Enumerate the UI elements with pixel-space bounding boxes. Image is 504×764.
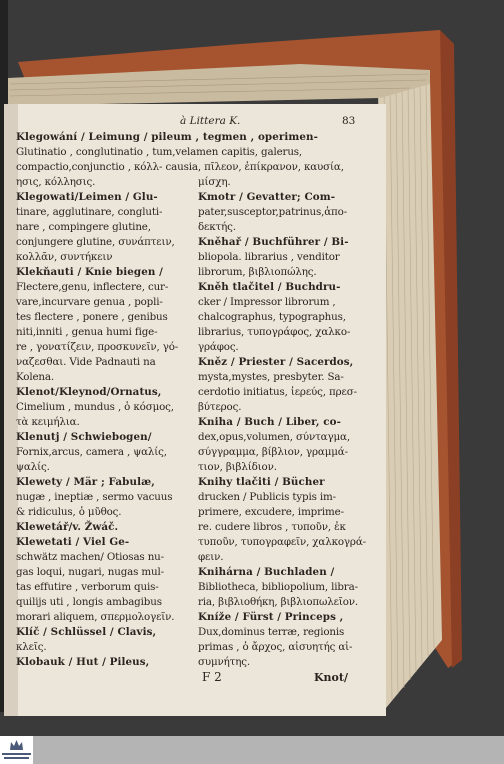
right-column-line: cker / Impressor librorum ,	[198, 296, 336, 308]
left-column-line: Klegowati/Leimen / Glu-	[16, 191, 158, 203]
right-column-line: Kněz / Priester / Sacerdos,	[198, 356, 354, 368]
left-column-line: vare,incurvare genua , popli-	[16, 296, 163, 308]
page-number: 83	[342, 115, 356, 127]
right-column-line: τυποῦν, τυπογραφεῖν, χαλκογρά-	[198, 536, 366, 548]
left-column-line: τὰ κειμήλια.	[16, 416, 80, 428]
right-column-line: mysta,mystes, presbyter. Sa-	[198, 371, 344, 383]
right-column-line: Kněh tlačitel / Buchdru-	[198, 281, 341, 293]
left-column-line: Klekňauti / Knie biegen /	[16, 266, 164, 278]
right-column-line: drucken / Publicis typis im-	[198, 491, 336, 503]
left-column-line: Klenutj / Schwiebogen/	[16, 431, 152, 443]
right-column-line	[198, 130, 372, 145]
book-page	[4, 104, 386, 716]
right-column-line: Kmotr / Gevatter; Com-	[198, 191, 336, 203]
right-column-line: Bibliotheca, bibliopolium, libra-	[198, 581, 358, 593]
left-column-line: schwätz machen/ Otiosas nu-	[16, 551, 164, 563]
left-column-line: tas effutire , verborum quis-	[16, 581, 159, 593]
left-column-line: κλεῖς.	[16, 641, 47, 653]
left-column-line: Klíč / Schlüssel / Clavis,	[16, 626, 157, 638]
left-column-line: re , γονατίζειν, προσκυνεῖν, γό-	[16, 341, 179, 353]
running-head-title: à Littera K.	[180, 115, 241, 127]
right-column-line: Knihárna / Buchladen /	[198, 566, 335, 578]
right-column-line: cerdotio initiatus, ἱερεύς, πρεσ-	[198, 386, 357, 398]
left-column-line: ψαλίς.	[16, 461, 50, 473]
left-column-line: nugæ , ineptiæ , sermo vacuus	[16, 491, 173, 503]
left-column-line: nare , compingere glutine,	[16, 221, 151, 233]
right-column-line: φειν.	[198, 551, 224, 563]
left-column-line: Klewetář/v. Žwáč.	[16, 521, 119, 533]
signature-mark: F 2	[202, 670, 222, 684]
right-column-line: Kněhař / Buchführer / Bi-	[198, 236, 349, 248]
left-column-line: ναζεσθαι. Vide Padnauti na	[16, 356, 156, 368]
right-column-line: primas , ὁ ἄρχος, αἰσυητής αἰ-	[198, 641, 353, 653]
left-column-line: Klenot/Kleynod/Ornatus,	[16, 386, 162, 398]
right-column-line: δεκτής.	[198, 221, 236, 233]
right-column-line: bliopola. librarius , venditor	[198, 251, 340, 263]
running-head	[4, 114, 386, 128]
right-column-line: τιον, βιβλίδιον.	[198, 461, 277, 473]
left-column-line: conjungere glutine, συνάπτειν,	[16, 236, 175, 248]
logo-text-line	[4, 757, 29, 759]
left-column-line: ησις, κόλλησις.	[16, 176, 96, 188]
left-column-line: tinare, agglutinare, congluti-	[16, 206, 163, 218]
right-column-line: librarius, τυπογράφος, χαλκο-	[198, 326, 351, 338]
catchword: Knot/	[314, 671, 348, 684]
right-column-line	[198, 145, 372, 160]
left-column-line: Klewetati / Viel Ge-	[16, 536, 130, 548]
right-column	[198, 130, 372, 670]
right-column-line: γράφος.	[198, 341, 239, 353]
right-column-line: Knihy tlačiti / Bücher	[198, 476, 325, 488]
left-column-line: niti,inniti , genua humi fige-	[16, 326, 158, 338]
left-column-line: Klobauk / Hut / Pileus,	[16, 656, 150, 668]
right-column-line	[198, 160, 372, 175]
left-column-line: Glutinatio , conglutinatio , tum,velamen capitis, galerus,	[16, 146, 303, 158]
library-logo	[0, 736, 33, 764]
left-column-line: morari aliquem, σπερμολογεῖν.	[16, 611, 175, 623]
right-column-line: βύτερος.	[198, 401, 242, 413]
right-column-line: συμνήτης.	[198, 656, 250, 668]
right-column-line: chalcographus, typographus,	[198, 311, 346, 323]
left-column-line: Klewety / Mär ; Fabulæ,	[16, 476, 155, 488]
left-column-line: tes flectere , ponere , genibus	[16, 311, 168, 323]
left-column-line: Cimelium , mundus , ὁ κόσμος,	[16, 401, 174, 413]
right-column-line: Kníže / Fürst / Princeps ,	[198, 611, 344, 623]
right-column-line: Dux,dominus terræ, regionis	[198, 626, 345, 638]
right-column-line: μίσχη.	[198, 176, 231, 188]
right-column-line: dex,opus,volumen, σύνταγμα,	[198, 431, 350, 443]
left-column-line: Klegowání / Leimung / pileum , tegmen , operimen-	[16, 131, 319, 143]
right-column-line: σύγγραμμα, βίβλιον, γραμμά-	[198, 446, 348, 458]
left-column-line: Kolena.	[16, 371, 54, 383]
right-column-line: librorum, βιβλιοπώλης.	[198, 266, 317, 278]
left-column-line: & ridiculus, ὁ μῦθος.	[16, 506, 122, 518]
left-column-line: quilijs uti , longis ambagibus	[16, 596, 162, 608]
left-column-line: Fornix,arcus, camera , ψαλίς,	[16, 446, 167, 458]
right-column-line: pater,susceptor,patrinus,ἀπο-	[198, 206, 348, 218]
right-column-line: re. cudere libros , τυποῦν, ἐκ	[198, 521, 346, 533]
crown-icon	[9, 739, 24, 751]
left-column-line: κολλᾶν, συντήκειν	[16, 251, 113, 263]
right-column-line: primere, excudere, imprime-	[198, 506, 344, 518]
left-column-line: gas loqui, nugari, nugas mul-	[16, 566, 164, 578]
right-column-line: Kniha / Buch / Liber, co-	[198, 416, 341, 428]
left-column-line: Flectere,genu, inflectere, cur-	[16, 281, 169, 293]
left-column-line: compactio,conjunctio , κόλλ- causia, πῖλεον, ἐπίκρανον, καυσία,	[16, 161, 344, 173]
right-column-line: ria, βιβλιοθήκη, βιβλιοπωλεῖον.	[198, 596, 358, 608]
logo-text-line	[2, 753, 31, 755]
